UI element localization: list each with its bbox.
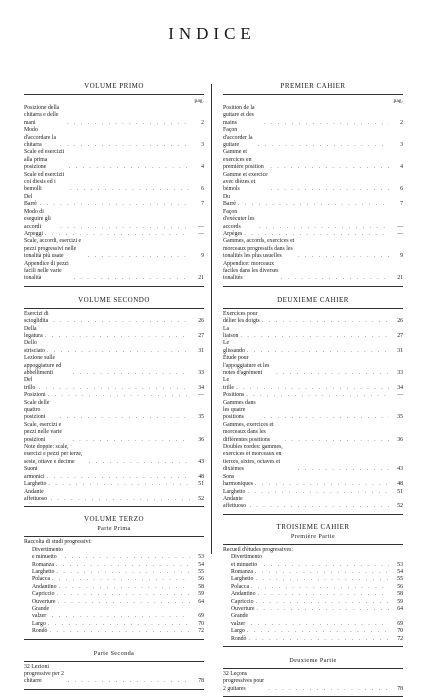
index-entry	[223, 569, 403, 576]
dot-leader	[50, 496, 190, 503]
section-box	[223, 94, 403, 287]
entry-label: Divertimento et minuetto	[231, 554, 262, 568]
entry-page-number: 70	[397, 628, 403, 635]
dot-leader	[264, 562, 389, 569]
index-entry	[223, 576, 403, 583]
entry-label: Ouverture	[231, 605, 255, 612]
index-entry	[223, 444, 403, 474]
dot-leader	[69, 164, 190, 171]
entry-page-number: —	[397, 223, 403, 230]
index-entry	[223, 606, 403, 613]
entry-label: Andante affettuoso	[24, 488, 48, 502]
dot-leader	[60, 142, 190, 149]
index-entry	[24, 355, 204, 377]
index-entry	[24, 326, 204, 341]
entry-label: Grande valzer	[32, 605, 50, 620]
index-entry	[24, 576, 204, 583]
index-entry	[24, 377, 204, 392]
entry-page-number: 4	[400, 164, 403, 171]
dot-leader	[58, 584, 190, 591]
entry-label: Grande valzer	[231, 613, 249, 627]
index-entry	[223, 377, 403, 392]
dot-leader	[65, 554, 190, 561]
entry-page-number: 43	[397, 466, 403, 473]
index-entry	[24, 481, 204, 488]
dot-leader	[70, 186, 190, 193]
entry-label: Façon d'exécuter les accords	[223, 208, 255, 230]
dot-leader	[57, 591, 190, 598]
entry-page-number: 72	[397, 635, 403, 642]
entry-page-number: 6	[400, 186, 403, 193]
entry-page-number: 53	[397, 561, 403, 568]
dot-leader	[45, 231, 190, 238]
entry-label: La liaison	[223, 325, 239, 339]
entry-label: Largo	[231, 628, 245, 635]
dot-leader	[53, 318, 190, 325]
collection-header: Recueil d'études progressives:	[223, 546, 293, 553]
index-entry	[24, 194, 204, 209]
entry-page-number: 26	[397, 318, 403, 325]
entry-label: Exercices pour délier les doigts	[223, 310, 260, 325]
entry-page-number: 35	[198, 414, 204, 421]
index-entry	[24, 238, 204, 260]
section-box	[223, 668, 403, 697]
index-entry	[24, 422, 204, 444]
index-entry	[223, 636, 403, 643]
index-entry	[223, 400, 403, 422]
entry-page-number: 36	[397, 436, 403, 443]
dot-leader	[48, 392, 190, 399]
entry-list	[223, 554, 403, 643]
entry-page-number: 9	[400, 253, 403, 260]
dot-leader	[74, 275, 191, 282]
dot-leader	[247, 489, 389, 496]
entry-list	[24, 311, 204, 504]
entry-page-number: 21	[397, 275, 403, 282]
index-entry	[24, 209, 204, 231]
section-box	[24, 94, 204, 287]
entry-page-number: 59	[397, 598, 403, 605]
index-entry	[223, 172, 403, 194]
entry-label: Rondò	[32, 628, 48, 635]
dot-leader	[249, 503, 389, 510]
dot-leader	[258, 142, 389, 149]
dot-leader	[298, 253, 389, 260]
dot-leader	[52, 613, 190, 620]
index-entry	[223, 261, 403, 283]
part-two-title: Parte Seconda	[93, 649, 135, 657]
dot-leader	[238, 201, 389, 208]
entry-label: Polacca	[32, 576, 51, 583]
index-entry	[24, 628, 204, 635]
index-entry	[223, 127, 403, 149]
entry-page-number: 58	[198, 583, 204, 590]
dot-leader	[251, 621, 389, 628]
column-divider	[211, 84, 212, 554]
dot-leader	[72, 437, 190, 444]
dot-leader	[298, 466, 389, 473]
entry-page-number: 59	[198, 591, 204, 598]
dot-leader	[248, 636, 389, 643]
dot-leader	[259, 224, 389, 231]
entry-label: Sons harmoniques	[223, 473, 253, 488]
dot-leader	[257, 606, 390, 613]
entry-page-number: 33	[198, 370, 204, 376]
entry-page-number: 7	[201, 201, 204, 208]
entry-page-number: 33	[397, 370, 403, 376]
entry-label: Rondò	[231, 635, 247, 642]
index-entry	[223, 209, 403, 231]
entry-page-number: 34	[397, 384, 403, 391]
entry-label: Gamme et exercices en première position	[223, 149, 264, 171]
entry-label: 32 Leçons progressives pour 2 guitares	[223, 671, 265, 692]
index-entry	[223, 355, 403, 377]
dot-leader	[47, 348, 190, 355]
index-entry	[223, 422, 403, 444]
section-box	[223, 308, 403, 515]
dot-leader	[244, 231, 389, 238]
index-entry	[24, 149, 204, 171]
dot-leader	[68, 678, 190, 685]
index-entry	[24, 569, 204, 576]
entry-page-number: 64	[397, 605, 403, 612]
index-entry	[24, 127, 204, 149]
entry-page-number: 48	[198, 473, 204, 480]
dot-leader	[264, 120, 389, 127]
volume-secondo-section	[24, 296, 204, 508]
dot-leader	[268, 686, 389, 693]
index-entry	[24, 591, 204, 598]
entry-label: Dello strisciato	[24, 340, 45, 354]
entry-label: Modo d'accordare la chitarra	[24, 127, 57, 149]
dot-leader	[48, 481, 190, 488]
section-subtitle: Première Partie	[290, 532, 336, 540]
entry-list	[24, 105, 204, 283]
entry-page-number: 7	[400, 201, 403, 208]
deuxieme-cahier-section	[223, 296, 403, 515]
entry-page-number: 3	[400, 142, 403, 149]
entry-page-number: 69	[198, 613, 204, 620]
entry-label: Andantino	[32, 583, 57, 590]
entry-page-number: 54	[198, 561, 204, 568]
entry-list	[24, 664, 204, 686]
index-entry	[24, 261, 204, 283]
dot-leader	[285, 437, 389, 444]
entry-label: Divertimento e minuetto	[32, 546, 63, 561]
entry-page-number: 34	[198, 384, 204, 391]
entry-label: Del Barrè	[24, 193, 37, 208]
entry-page-number: 70	[198, 620, 204, 627]
entry-page-number: 78	[397, 685, 403, 692]
dot-leader	[88, 253, 190, 260]
dot-leader	[60, 224, 190, 231]
entry-page-number: 54	[397, 568, 403, 575]
index-entry	[24, 231, 204, 238]
index-entry	[223, 105, 403, 127]
entry-label: Lezione sulle appoggiature ed abbellimenti	[24, 355, 62, 376]
pag-label: pag.	[393, 98, 403, 104]
dot-leader	[270, 164, 389, 171]
entry-list	[223, 311, 403, 511]
entry-label: Scale ed esercizii coi diesis ed i bemolli	[24, 171, 65, 193]
entry-label: Arpeggi	[24, 230, 43, 237]
part-two-title: Deuxieme Partie	[289, 657, 337, 664]
entry-page-number: 48	[397, 481, 403, 488]
dot-leader	[281, 275, 389, 282]
index-column-italian	[24, 82, 204, 690]
index-entry	[223, 340, 403, 355]
entry-list	[223, 671, 403, 693]
dot-leader	[52, 576, 190, 583]
entry-label: Position de la guitare et des mains	[223, 105, 255, 126]
premier-cahier-section	[223, 82, 403, 287]
entry-label: Romanza	[32, 561, 54, 568]
entry-page-number: 26	[198, 318, 204, 325]
index-entry	[24, 444, 204, 466]
index-entry	[24, 621, 204, 628]
index-entry	[223, 628, 403, 635]
section-title: VOLUME TERZO	[83, 515, 145, 524]
entry-list	[24, 547, 204, 636]
entry-label: Capriccio	[231, 598, 254, 605]
dot-leader	[56, 569, 190, 576]
entry-label: Scale ed esercizii alla prima posizione	[24, 149, 65, 171]
entry-page-number: 31	[397, 347, 403, 354]
dot-leader	[45, 333, 190, 340]
entry-page-number: 52	[198, 495, 204, 502]
index-entry	[223, 671, 403, 693]
entry-page-number: —	[198, 392, 204, 399]
entry-page-number: 51	[397, 488, 403, 495]
entry-label: Polacca	[231, 583, 250, 590]
entry-label: Arpèges	[223, 230, 243, 237]
index-entry	[24, 392, 204, 399]
dot-leader	[255, 569, 389, 576]
index-entry	[223, 149, 403, 171]
entry-label: Gamme et exercice avec dièzes et bémols	[223, 171, 268, 193]
entry-label: Larghetto	[223, 488, 246, 495]
entry-label: Positions	[223, 392, 245, 399]
entry-label: Doubles cordes: gammes, exercices et morceaux en tierces, sixtes, octaves et dixièmes	[223, 444, 283, 473]
dot-leader	[89, 459, 190, 466]
entry-label: Della legatura	[24, 325, 43, 339]
dot-leader	[251, 584, 389, 591]
entry-page-number: 21	[198, 275, 204, 282]
entry-page-number: 56	[397, 583, 403, 590]
index-entry	[223, 194, 403, 209]
collection-header: Raccolta di studi progressivi:	[24, 539, 92, 546]
entry-label: Scale, accordi, esercizi e pezzi progressivi nelle tonalità più usate	[24, 238, 82, 260]
index-entry	[24, 311, 204, 326]
entry-list	[223, 105, 403, 283]
dot-leader	[49, 628, 190, 635]
section-title: DEUXIEME CAHIER	[277, 295, 349, 304]
entry-label: Scale, esercizi e pezzi nelle varie posizioni	[24, 421, 62, 443]
dot-leader	[60, 414, 190, 421]
index-column-french	[223, 82, 403, 697]
entry-page-number: 43	[198, 458, 204, 465]
index-entry	[223, 231, 403, 238]
entry-label: Gammes, exercices et morceaux dans les différentes positions	[223, 421, 274, 443]
index-entry	[223, 554, 403, 569]
index-entry	[24, 664, 204, 686]
entry-label: Gammes dans les quatre positions	[223, 399, 256, 421]
entry-page-number: 51	[198, 481, 204, 488]
entry-label: Larghetto	[231, 576, 254, 583]
index-entry	[24, 466, 204, 481]
entry-page-number: —	[198, 230, 204, 237]
entry-page-number: 55	[397, 576, 403, 583]
dot-leader	[276, 370, 389, 377]
entry-page-number: 2	[400, 119, 403, 126]
dot-leader	[47, 474, 190, 481]
dot-leader	[255, 481, 389, 488]
entry-label: Larghetto	[32, 568, 55, 575]
entry-page-number: 4	[201, 164, 204, 171]
entry-page-number: 72	[198, 628, 204, 635]
entry-label: Appendice di pezzi facili nelle varie tonalità	[24, 260, 69, 282]
index-entry	[223, 591, 403, 598]
entry-page-number: 9	[201, 253, 204, 260]
entry-label: Façon d'accorder la guitare	[223, 127, 253, 149]
section-box	[223, 544, 403, 647]
entry-page-number: —	[198, 223, 204, 230]
entry-label: Larghetto	[24, 481, 47, 488]
index-entry	[24, 606, 204, 621]
entry-page-number: 53	[198, 554, 204, 561]
index-entry	[223, 311, 403, 326]
section-subtitle: Parte Prima	[97, 525, 131, 533]
index-entry	[24, 584, 204, 591]
entry-page-number: 69	[397, 620, 403, 627]
entry-page-number: 52	[397, 503, 403, 510]
index-entry	[223, 326, 403, 341]
index-entry	[223, 238, 403, 260]
entry-label: Note doppie: scale, esercizi e pezzi per terze, seste, ottave e decime	[24, 444, 83, 465]
index-entry	[24, 340, 204, 355]
entry-label: Modo di eseguire gli accordi	[24, 208, 51, 230]
section-title: TROISIEME CAHIER	[276, 522, 350, 531]
entry-label: Romanza	[231, 568, 253, 575]
index-entry	[223, 496, 403, 511]
dot-leader	[40, 201, 190, 208]
entry-label: Appendice: morceaux faciles dans les diverses tonalités	[223, 260, 279, 282]
entry-label: Ouverture	[32, 598, 56, 605]
dot-leader	[247, 628, 389, 635]
entry-page-number: 36	[198, 436, 204, 443]
troisieme-cahier-section	[223, 523, 403, 697]
index-entry	[24, 547, 204, 562]
dot-leader	[270, 186, 389, 193]
dot-leader	[257, 591, 389, 598]
dot-leader	[39, 385, 190, 392]
volume-terzo-section	[24, 515, 204, 690]
pag-label: pag.	[194, 98, 204, 104]
entry-label: Du Barrè	[223, 193, 236, 208]
entry-label: Le trille	[223, 377, 234, 391]
section-box	[24, 536, 204, 639]
entry-page-number: 55	[198, 568, 204, 575]
dot-leader	[56, 562, 190, 569]
entry-label: Étude pour l'appoggiature et les notes d'agrément	[223, 355, 270, 376]
index-entry	[24, 562, 204, 569]
entry-label: Andantino	[231, 591, 256, 598]
entry-page-number: 56	[198, 576, 204, 583]
entry-label: Del trillo	[24, 377, 36, 391]
entry-page-number: 78	[198, 678, 204, 685]
dot-leader	[236, 385, 389, 392]
index-entry	[24, 489, 204, 504]
dot-leader	[247, 348, 389, 355]
dot-leader	[255, 576, 389, 583]
entry-page-number: 3	[201, 142, 204, 149]
dot-leader	[264, 414, 389, 421]
entry-label: 32 Lezioni progressive per 2 chitarre	[24, 663, 64, 685]
index-entry	[223, 489, 403, 496]
entry-label: Gammes, accords, exercices et morceaux progressifs dans les tonalités les plus usuelles	[223, 238, 295, 260]
index-entry	[24, 400, 204, 422]
entry-page-number: 58	[397, 591, 403, 598]
dot-leader	[73, 370, 190, 377]
index-entry	[24, 172, 204, 194]
entry-label: Capriccio	[32, 591, 55, 598]
dot-leader	[262, 318, 389, 325]
entry-label: Suoni armonici	[24, 466, 45, 480]
entry-page-number: 2	[201, 119, 204, 126]
dot-leader	[67, 120, 190, 127]
entry-page-number: 31	[198, 347, 204, 354]
entry-label: Posizioni	[24, 392, 46, 399]
section-box	[24, 661, 204, 690]
index-entry	[24, 105, 204, 127]
entry-page-number: 64	[198, 598, 204, 605]
dot-leader	[246, 392, 389, 399]
entry-label: Esercizi di scioglidita	[24, 310, 49, 325]
dot-leader	[240, 333, 389, 340]
entry-page-number: —	[397, 230, 403, 237]
index-entry	[223, 613, 403, 628]
entry-label: Posizione della chitarra e delle mani	[24, 105, 60, 126]
entry-page-number: —	[397, 392, 403, 399]
section-title: VOLUME SECONDO	[78, 295, 150, 304]
section-box	[24, 308, 204, 508]
entry-page-number: 27	[397, 332, 403, 339]
entry-page-number: 27	[198, 332, 204, 339]
entry-label: Le glissando	[223, 340, 245, 354]
entry-label: Scale delle quattro posizioni	[24, 399, 50, 421]
section-title: VOLUME PRIMO	[84, 82, 144, 90]
entry-label: Largo	[32, 620, 46, 627]
entry-label: Andante affettuoso	[223, 495, 247, 510]
volume-primo-section	[24, 82, 204, 287]
index-entry	[223, 474, 403, 489]
dot-leader	[48, 621, 190, 628]
index-entry	[223, 584, 403, 591]
section-title: PREMIER CAHIER	[280, 82, 346, 90]
entry-page-number: 35	[397, 414, 403, 421]
page-title: INDICE	[168, 24, 256, 43]
entry-page-number: 6	[201, 186, 204, 193]
index-entry	[223, 392, 403, 399]
